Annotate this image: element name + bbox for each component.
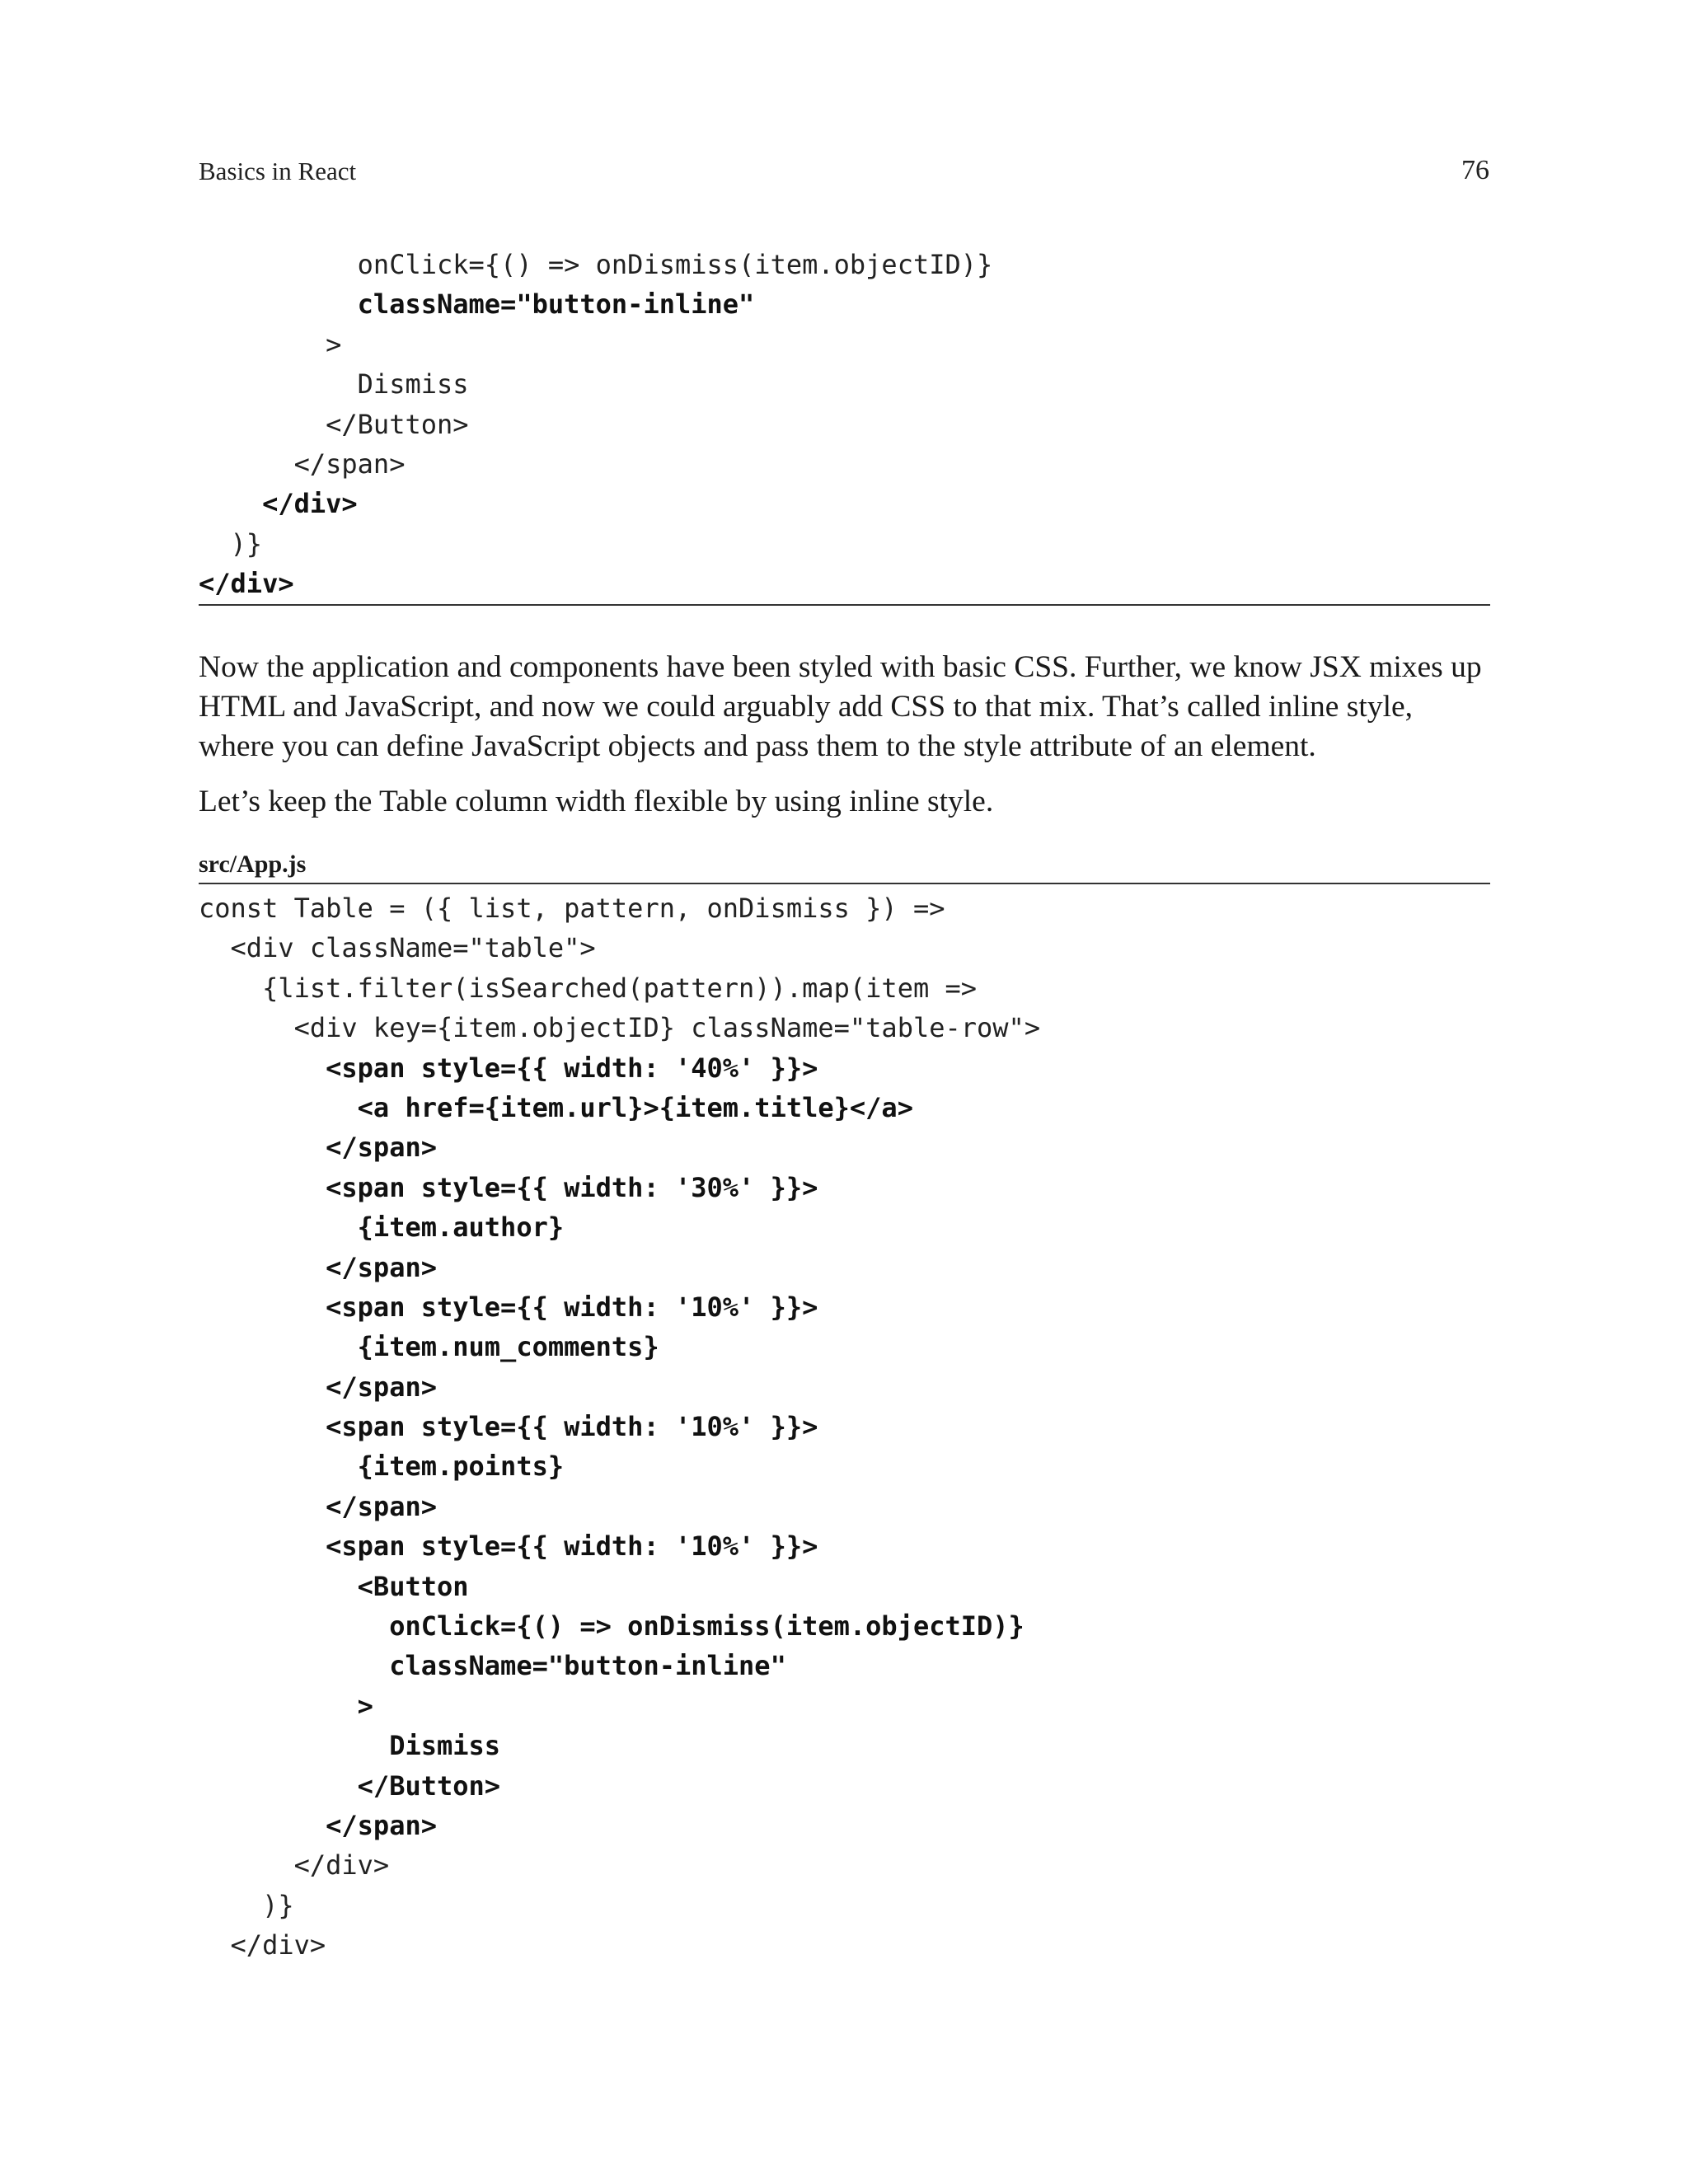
code-line: </div> <box>199 1849 390 1882</box>
code-line: {item.points} <box>199 1451 565 1483</box>
code-line: onClick={() => onDismiss(item.objectID)} <box>199 1610 1025 1643</box>
code-line: onClick={() => onDismiss(item.objectID)} <box>199 249 993 280</box>
code-block-app-js <box>199 888 1490 1966</box>
code-line: </div> <box>199 488 358 520</box>
running-header-chapter-title: Basics in React <box>199 157 357 185</box>
code-line: <a href={item.url}>{item.title}</a> <box>199 1091 913 1123</box>
code-line: </Button> <box>199 408 469 440</box>
code-line: <span style={{ width: '40%' }}> <box>199 1052 818 1084</box>
code-line: className="button-inline" <box>199 1650 786 1682</box>
code-line: </span> <box>199 1490 437 1522</box>
code-line: className="button-inline" <box>199 288 755 321</box>
code-line: )} <box>199 1889 294 1921</box>
code-line: > <box>199 328 342 360</box>
code-line: <span style={{ width: '10%' }}> <box>199 1291 818 1323</box>
code-line: </span> <box>199 1371 437 1403</box>
code-line: </div> <box>199 568 294 600</box>
code-line: </div> <box>199 1929 326 1961</box>
code-line: {item.author} <box>199 1212 565 1244</box>
code-line: </Button> <box>199 1769 501 1802</box>
code-line: </span> <box>199 1251 437 1283</box>
code-line: <div key={item.objectID} className="table-row"> <box>199 1012 1041 1044</box>
code-line: <span style={{ width: '10%' }}> <box>199 1530 818 1563</box>
code-line: </span> <box>199 1809 437 1841</box>
body-paragraph-inline-style: Now the application and components have been styled with basic CSS. Further, we know JSX mixes up HTML and JavaScript, and now we could arguably add CSS to that mix. That’s called inline style, where you can define JavaScript objects and pass them to the style attribute of an element. <box>199 650 1482 763</box>
code-line: <span style={{ width: '30%' }}> <box>199 1171 818 1203</box>
code-line: > <box>199 1690 373 1722</box>
code-file-label: src/App.js <box>199 848 1490 884</box>
page-number: 76 <box>1461 155 1489 185</box>
code-line: </span> <box>199 448 406 480</box>
code-line: {item.num_comments} <box>199 1331 659 1363</box>
code-line: </span> <box>199 1132 437 1164</box>
code-line: {list.filter(isSearched(pattern)).map(item => <box>199 972 978 1004</box>
code-line: Dismiss <box>199 368 469 401</box>
code-line: <div className="table"> <box>199 932 596 964</box>
code-line: <span style={{ width: '10%' }}> <box>199 1411 818 1443</box>
code-block-continued <box>199 245 1490 606</box>
body-paragraph-table-width: Let’s keep the Table column width flexible by using inline style. <box>199 785 994 818</box>
code-line: Dismiss <box>199 1730 501 1762</box>
code-line: <Button <box>199 1570 469 1602</box>
code-line: )} <box>199 527 263 560</box>
code-line: const Table = ({ list, pattern, onDismiss }) => <box>199 893 945 924</box>
